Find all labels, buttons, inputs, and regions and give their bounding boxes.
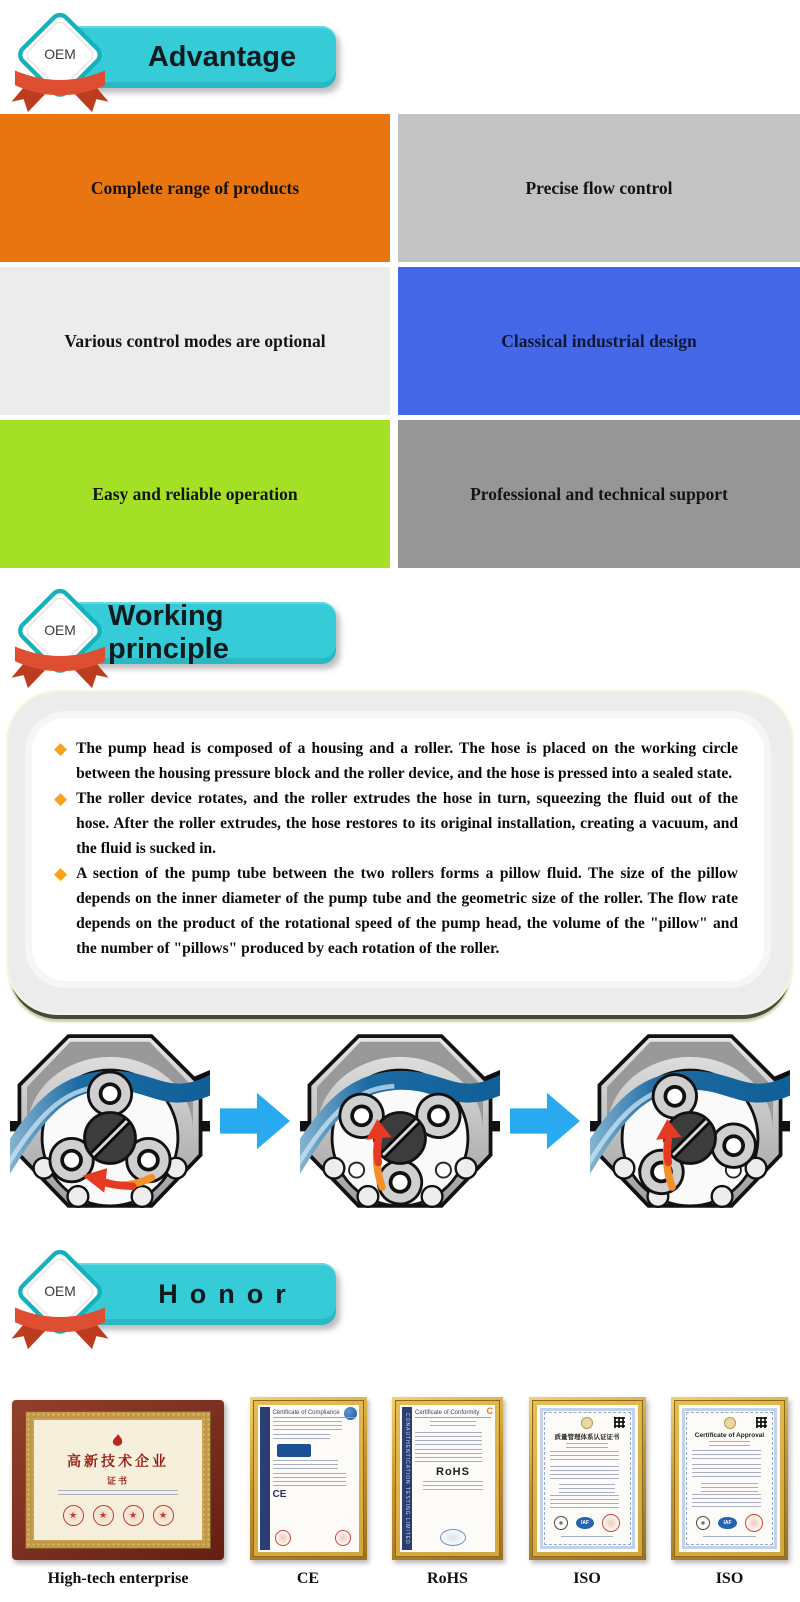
iaf-stamp: IAF <box>576 1517 594 1529</box>
bullet-item <box>44 786 738 861</box>
certificate-iso-1 <box>529 1397 646 1588</box>
gold-frame-inner <box>253 1400 364 1557</box>
advantage-cell: Classical industrial design <box>398 267 800 415</box>
certificate-content <box>415 1410 491 1548</box>
pump-stages-diagram <box>0 1019 800 1223</box>
certificate-paper <box>537 1405 638 1552</box>
certificate-title: Certificate of Conformity <box>415 1410 491 1418</box>
certificate-label: CE <box>296 1570 320 1587</box>
bullet-text: The pump head is composed of a housing and a roller. The hose is placed on the working circle between the housing pressure block and the roller device, and the hose is pressed into a sealed state. <box>76 740 738 782</box>
certificate-title: 质量管理体系认证证书 <box>554 1433 620 1441</box>
bullet-item <box>44 736 738 786</box>
section-title: Honor <box>158 1278 298 1309</box>
text-lines-decoration <box>415 1449 482 1463</box>
diamond-bullet-icon: ◆ <box>54 789 68 809</box>
certificate-image <box>529 1397 646 1560</box>
certificate-header <box>550 1417 625 1429</box>
certificate-label: High-tech enterprise <box>47 1570 189 1587</box>
text-lines-decoration <box>559 1484 615 1493</box>
bullet-text: The roller device rotates, and the roller extrudes the hose in turn, squeezing the fluid out of the hose. After the roller extrudes, the hose restores to its original installation, creating a vacuum, and the fluid is sucked in. <box>76 790 738 857</box>
text-lines-decoration <box>423 1481 484 1493</box>
stamps <box>550 1514 625 1532</box>
qr-code-icon <box>614 1417 625 1428</box>
plaque-title: 高新技术企业 <box>67 1455 169 1470</box>
text-lines-decoration <box>273 1460 339 1470</box>
red-stamp-icon <box>335 1530 351 1546</box>
vertical-banner <box>260 1407 270 1550</box>
oem-label: OEM <box>44 1283 76 1300</box>
text-lines-decoration <box>58 1490 179 1498</box>
oem-ribbon-badge-icon <box>8 1245 112 1357</box>
certification-emblem-icon <box>696 1516 710 1530</box>
certificate-paper <box>258 1405 359 1552</box>
bullet-item <box>44 861 738 961</box>
certification-badge <box>277 1444 311 1457</box>
certificate-title: Certificate of Compliance <box>273 1410 355 1418</box>
bottom-spacer <box>0 1588 800 1602</box>
diamond-bullet-icon: ◆ <box>54 739 68 759</box>
section-header-honor <box>0 1245 800 1351</box>
red-stamp-icon <box>745 1514 763 1532</box>
certificate-paper <box>679 1405 780 1552</box>
advantage-cell: Easy and reliable operation <box>0 420 390 568</box>
emblem-icon <box>724 1417 736 1429</box>
gold-frame-inner <box>532 1400 643 1557</box>
section-title: Advantage <box>147 40 297 73</box>
vertical-banner-text: CONAUTHENTICATION TESTING LIMITED <box>402 1407 412 1550</box>
diamond-bullet-icon: ◆ <box>54 864 68 884</box>
certificate-content <box>273 1410 355 1548</box>
advantage-cell: Complete range of products <box>0 114 390 262</box>
red-stamp-icon: ★ <box>63 1505 84 1526</box>
section-header-advantage <box>0 8 800 114</box>
advantage-cell: Professional and technical support <box>398 420 800 568</box>
certificate-header <box>692 1417 767 1429</box>
next-step-arrow-icon <box>510 1092 580 1150</box>
plaque-paper <box>33 1419 203 1541</box>
working-principle-box <box>8 692 792 1013</box>
text-lines-decoration <box>273 1421 343 1431</box>
cona-logo-icon: C <box>486 1406 493 1416</box>
text-lines-decoration <box>709 1441 750 1447</box>
stamps <box>273 1530 355 1548</box>
next-step-arrow-icon <box>220 1092 290 1150</box>
certification-emblem-icon <box>554 1516 568 1530</box>
text-lines-decoration <box>273 1473 347 1486</box>
oem-ribbon-badge-icon <box>8 584 112 696</box>
advantage-grid <box>0 114 800 568</box>
section-header-working-principle <box>0 584 800 690</box>
oem-label: OEM <box>44 46 76 63</box>
certificate-image <box>671 1397 788 1560</box>
advantage-cell: Precise flow control <box>398 114 800 262</box>
text-lines-decoration <box>550 1466 619 1482</box>
red-stamp-icon: ★ <box>123 1505 144 1526</box>
emblem-icon <box>581 1417 593 1429</box>
text-lines-decoration <box>701 1483 757 1492</box>
plaque-stamps <box>63 1505 174 1526</box>
section-title: Working principle <box>108 600 229 665</box>
ce-mark: CE <box>272 1489 287 1500</box>
certificate-ce <box>250 1397 367 1588</box>
certificate-image <box>12 1400 224 1560</box>
certificate-rohs <box>392 1397 503 1588</box>
stamps <box>692 1514 767 1532</box>
rohs-mark: RoHS <box>436 1466 470 1478</box>
red-stamp-icon <box>602 1514 620 1532</box>
certificate-label: ISO <box>573 1570 601 1587</box>
certificate-image <box>250 1397 367 1560</box>
pump-head-stage-2-illustration <box>300 1023 500 1219</box>
certificate-high-tech-enterprise <box>12 1400 224 1588</box>
decorative-border <box>540 1408 635 1549</box>
qr-code-icon <box>756 1417 767 1428</box>
pump-head-stage-3-illustration <box>590 1023 790 1219</box>
red-stamp-icon: ★ <box>153 1505 174 1526</box>
certificate-paper <box>400 1405 495 1552</box>
text-lines-decoration <box>692 1464 761 1480</box>
red-stamp-icon <box>275 1530 291 1546</box>
flame-icon <box>112 1434 124 1448</box>
red-stamp-icon: ★ <box>93 1505 114 1526</box>
oem-label: OEM <box>44 622 76 639</box>
gold-frame-inner <box>395 1400 500 1557</box>
certificate-label: RoHS <box>427 1570 468 1587</box>
gold-frame-inner <box>674 1400 785 1557</box>
text-lines-decoration <box>566 1443 607 1449</box>
plaque-subtitle: 证书 <box>106 1476 129 1486</box>
certificate-title: Certificate of Approval <box>694 1431 765 1439</box>
certificate-iso-2 <box>671 1397 788 1588</box>
working-principle-text-panel <box>32 718 764 981</box>
certificate-label: ISO <box>715 1570 744 1587</box>
text-lines-decoration <box>703 1536 756 1540</box>
certificates-row <box>0 1397 800 1588</box>
blue-stamp-icon <box>440 1529 466 1546</box>
iaf-stamp: IAF <box>718 1517 736 1529</box>
plaque-gold-border <box>25 1411 211 1549</box>
working-principle-bullets <box>44 736 738 961</box>
text-lines-decoration <box>430 1421 476 1429</box>
decorative-border <box>682 1408 777 1549</box>
text-lines-decoration <box>561 1536 614 1540</box>
text-lines-decoration <box>550 1495 619 1511</box>
text-lines-decoration <box>692 1494 761 1510</box>
bullet-text: A section of the pump tube between the two rollers forms a pillow fluid. The size of the pillow depends on the inner diameter of the pump tube and the geometric size of the roller. The flow rate depends on the product of the rotational speed of the pump head, the volume of the "pillow" and the number of "pillows" produced by each rotation of the roller. <box>76 865 738 957</box>
text-lines-decoration <box>550 1451 619 1463</box>
text-lines-decoration <box>273 1434 330 1441</box>
text-lines-decoration <box>415 1432 482 1446</box>
certificate-image <box>392 1397 503 1560</box>
pump-head-stage-1-illustration <box>10 1023 210 1219</box>
oem-ribbon-badge-icon <box>8 8 112 120</box>
text-lines-decoration <box>692 1450 761 1462</box>
advantage-cell: Various control modes are optional <box>0 267 390 415</box>
